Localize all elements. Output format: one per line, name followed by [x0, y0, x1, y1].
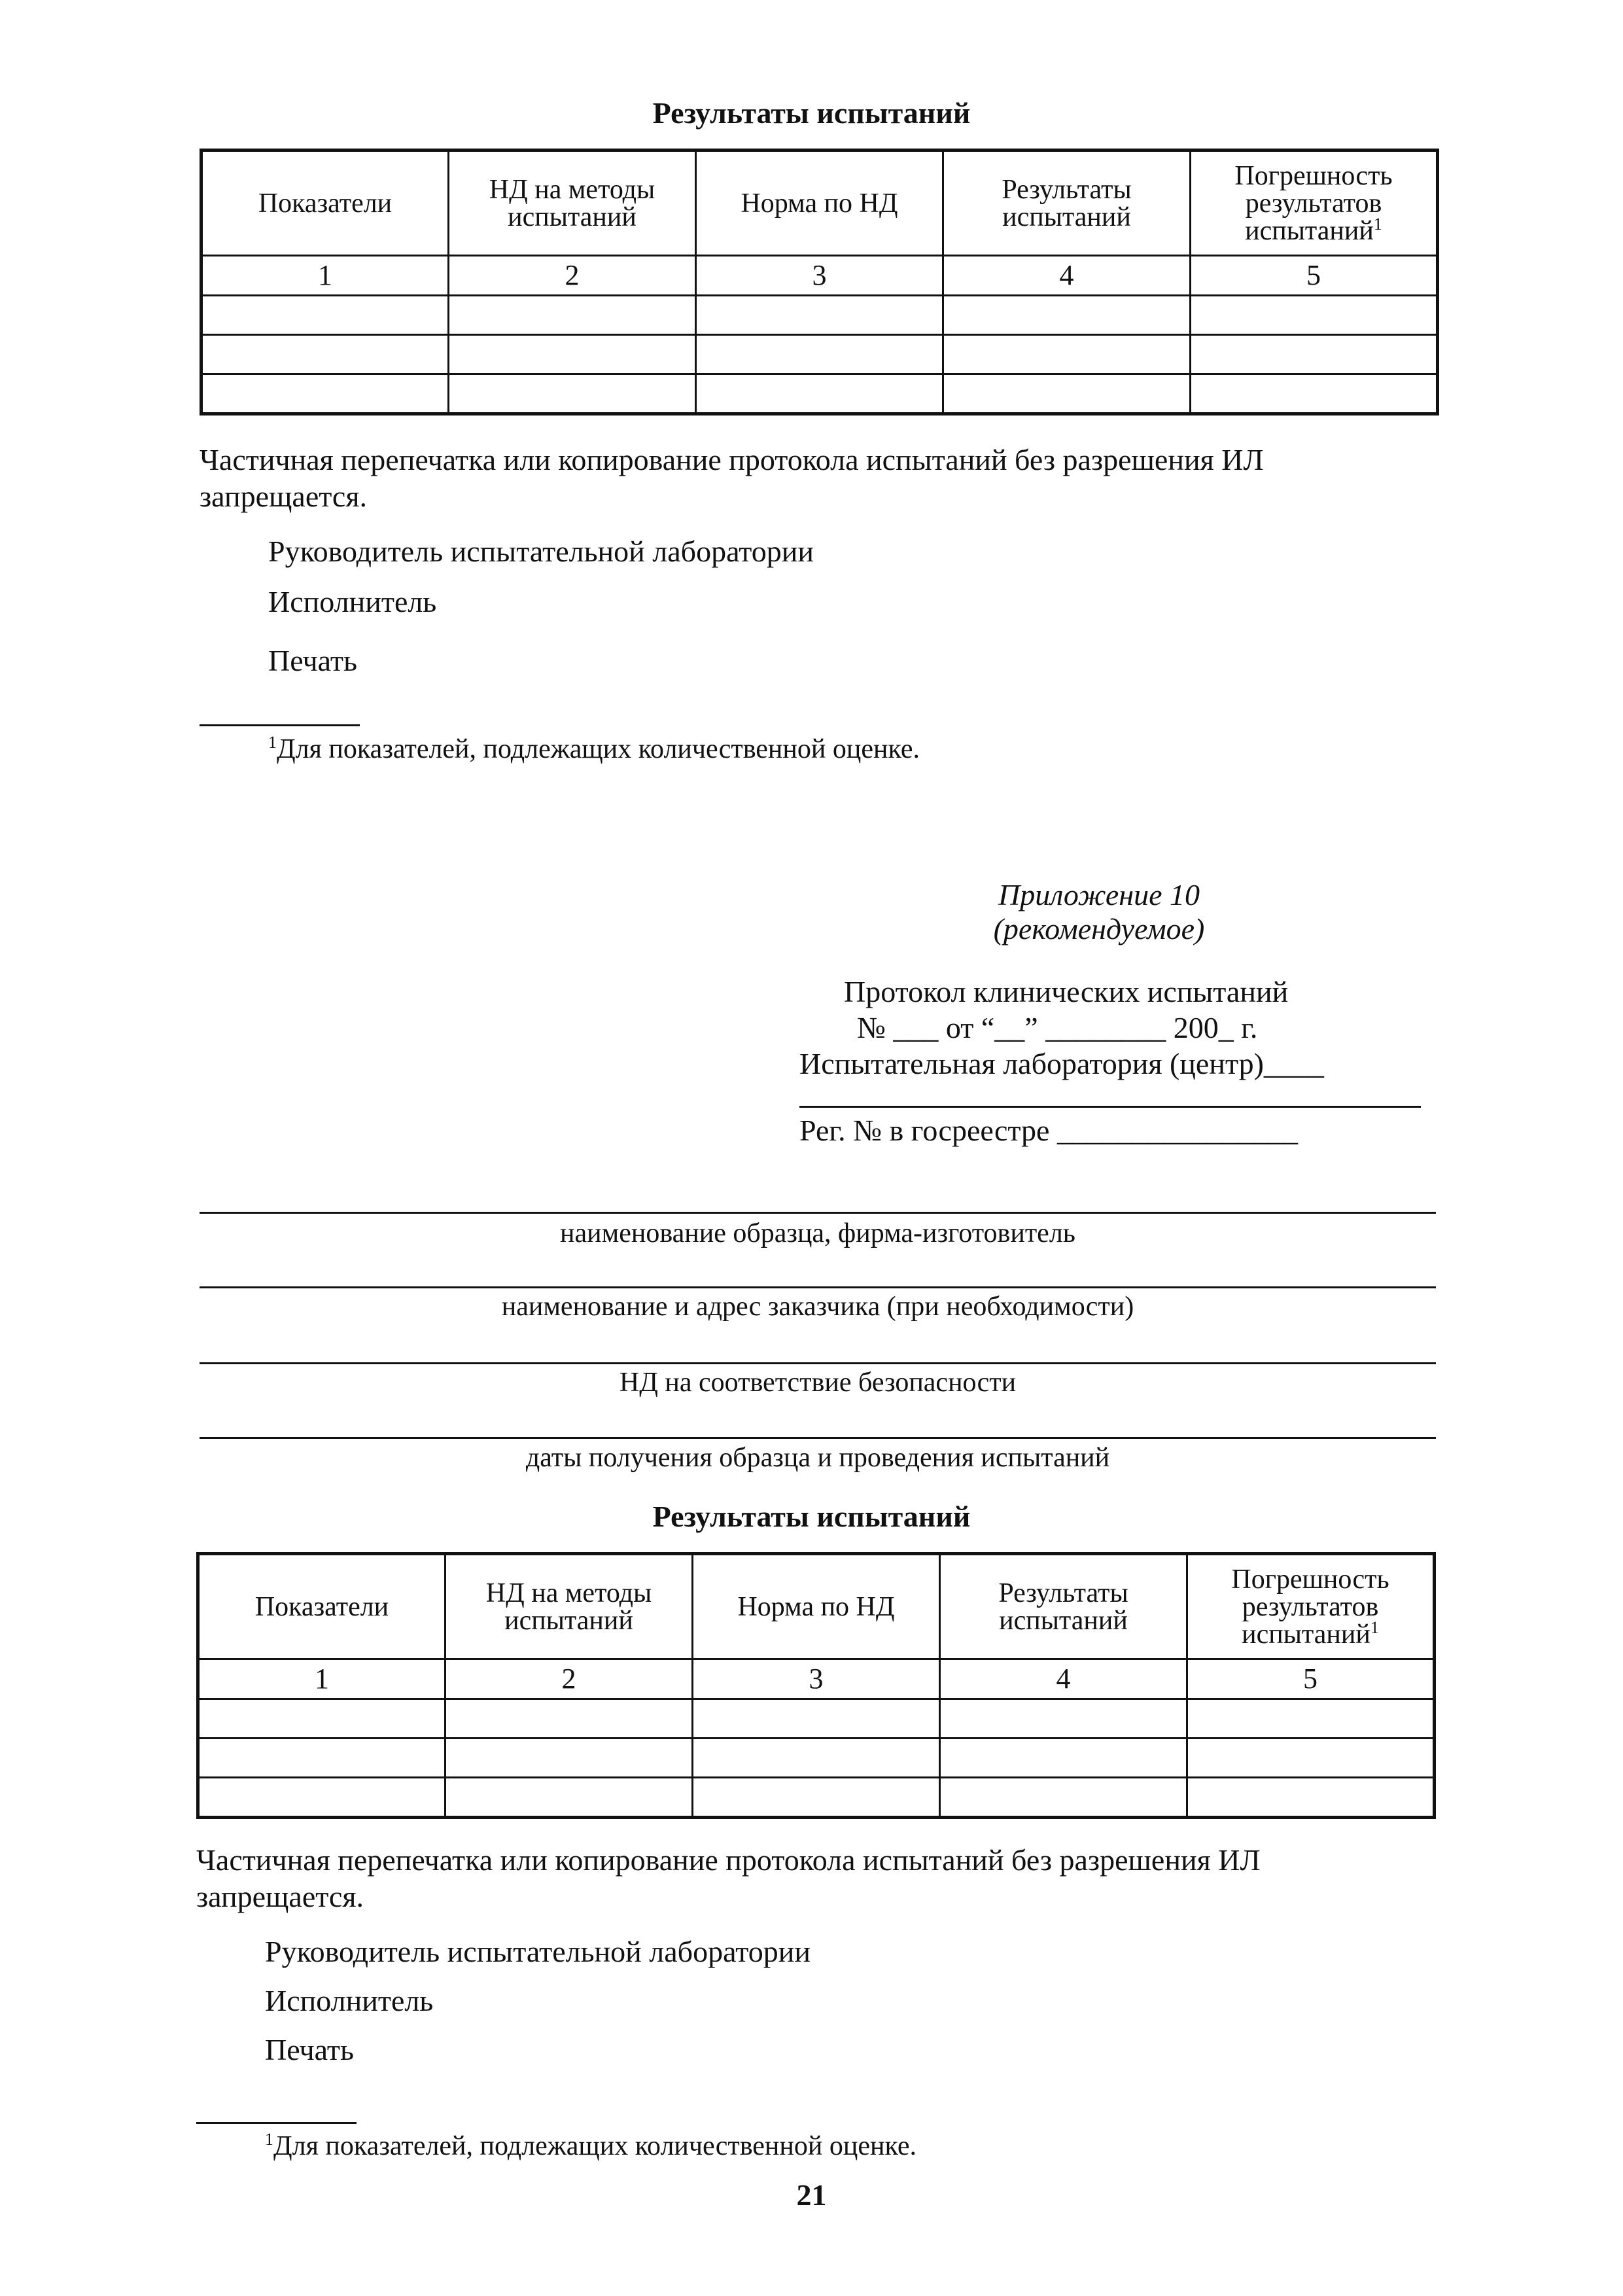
footnote-divider: [196, 2122, 357, 2124]
column-number: 4: [940, 1659, 1187, 1699]
table-row: [201, 335, 1438, 374]
fill-line: [200, 1437, 1436, 1439]
testing-lab-line: Испытательная лаборатория (центр)____: [799, 1047, 1324, 1080]
header-test-methods: НД на методы испытаний: [449, 150, 696, 256]
column-number: 2: [445, 1659, 693, 1699]
results-table: [196, 1552, 1436, 1819]
appendix-title: Приложение 10: [998, 878, 1200, 911]
results-table: [200, 149, 1439, 415]
copy-restriction-notice: Частичная перепечатка или копирование протокола испытаний без разрешения ИЛ запрещается.: [196, 1843, 1261, 1913]
table-row: [198, 1699, 1435, 1739]
protocol-title: Протокол клинических испытаний: [844, 975, 1289, 1008]
table-row: [201, 296, 1438, 335]
header-results: Результаты испытаний: [940, 1554, 1187, 1659]
page-number: 21: [796, 2178, 827, 2212]
caption-customer: наименование и адрес заказчика (при необходимости): [501, 1292, 1134, 1322]
table-row: [201, 374, 1438, 414]
results-title: Результаты испытаний: [652, 96, 971, 130]
header-error: Погрешность результатов испытаний$^1$: [1187, 1554, 1435, 1659]
signature-stamp: Печать: [268, 644, 357, 677]
signature-stamp: Печать: [265, 2033, 354, 2066]
column-number: 2: [449, 256, 696, 296]
caption-safety-nd: НД на соответствие безопасности: [619, 1368, 1017, 1398]
copy-restriction-notice: Частичная перепечатка или копирование протокола испытаний без разрешения ИЛ запрещается.: [200, 443, 1264, 513]
footnote: $^1$Для показателей, подлежащих количественной оценке.: [265, 2130, 916, 2161]
protocol-number-line: № ___ от “__” ________ 200_ г.: [857, 1011, 1258, 1044]
caption-dates: даты получения образца и проведения испытаний: [525, 1443, 1110, 1473]
column-number: 1: [201, 256, 449, 296]
signature-lab-head: Руководитель испытательной лаборатории: [265, 1935, 811, 1968]
fill-line: [200, 1286, 1436, 1288]
footnote: $^1$Для показателей, подлежащих количественной оценке.: [268, 733, 920, 764]
column-number: 1: [198, 1659, 445, 1699]
column-number: 3: [696, 256, 943, 296]
header-error: Погрешность результатов испытаний$^1$: [1191, 150, 1438, 256]
header-test-methods: НД на методы испытаний: [445, 1554, 693, 1659]
caption-sample-name: наименование образца, фирма-изготовитель: [560, 1218, 1075, 1248]
fill-line: [200, 1362, 1436, 1364]
footnote-divider: [200, 724, 360, 726]
header-indicators: Показатели: [198, 1554, 445, 1659]
header-norm: Норма по НД: [693, 1554, 940, 1659]
fill-line: [200, 1212, 1436, 1214]
results-title: Результаты испытаний: [652, 1500, 971, 1533]
signature-lab-head: Руководитель испытательной лаборатории: [268, 535, 814, 568]
column-number: 5: [1187, 1659, 1435, 1699]
column-number: 4: [943, 256, 1191, 296]
column-number: 3: [693, 1659, 940, 1699]
table-row: [198, 1739, 1435, 1778]
signature-executor: Исполнитель: [268, 585, 437, 618]
appendix-subtitle: (рекомендуемое): [993, 912, 1205, 945]
header-norm: Норма по НД: [696, 150, 943, 256]
registry-number-line: Рег. № в госреестре ________________: [799, 1114, 1298, 1147]
blank-line: [799, 1106, 1421, 1108]
column-number: 5: [1191, 256, 1438, 296]
header-results: Результаты испытаний: [943, 150, 1191, 256]
table-row: [198, 1778, 1435, 1818]
signature-executor: Исполнитель: [265, 1984, 434, 2017]
header-indicators: Показатели: [201, 150, 449, 256]
